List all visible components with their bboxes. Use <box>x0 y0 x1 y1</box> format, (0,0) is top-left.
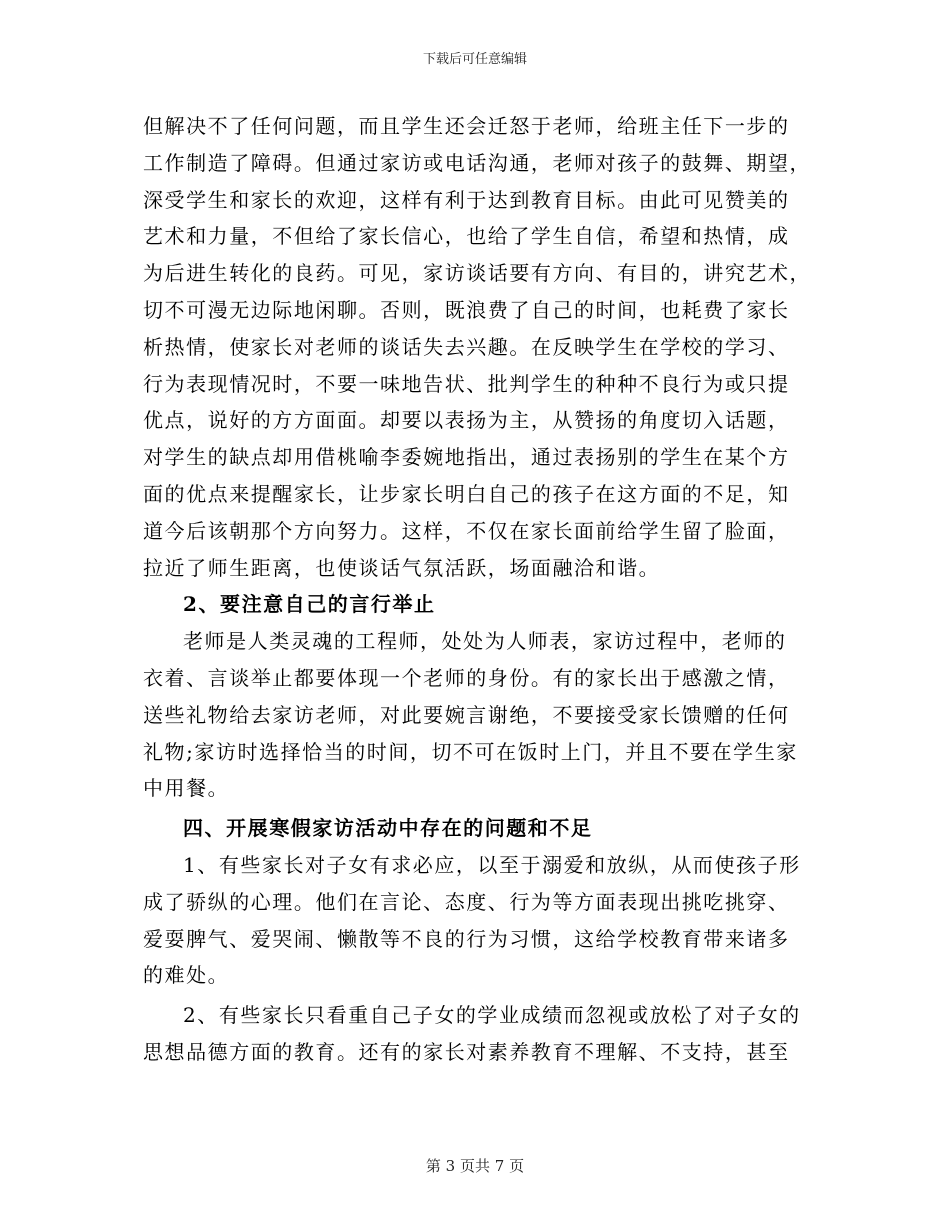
section-heading: 2、要注意自己的言行举止 <box>183 592 436 617</box>
body-line: 拉近了师生距离，也使谈话气氛活跃，场面融洽和谐。 <box>143 555 661 580</box>
body-line: 的难处。 <box>143 963 230 988</box>
page-footer: 第 3 页共 7 页 <box>425 1157 525 1175</box>
body-line: 析热情，使家长对老师的谈话失去兴趣。在反映学生在学校的学习、 <box>143 334 790 359</box>
body-line: 中用餐。 <box>143 776 230 801</box>
body-line: 1、有些家长对子女有求必应，以至于溺爱和放纵，从而使孩子形 <box>183 852 801 877</box>
body-line: 为后进生转化的良药。可见，家访谈话要有方向、有目的，讲究艺术， <box>143 261 812 286</box>
page-header: 下载后可任意编辑 <box>422 52 527 67</box>
section-heading: 四、开展寒假家访活动中存在的问题和不足 <box>183 816 593 841</box>
body-line: 行为表现情况时，不要一味地告状、批判学生的种种不良行为或只提 <box>143 371 790 396</box>
body-line: 工作制造了障碍。但通过家访或电话沟通，老师对孩子的鼓舞、期望， <box>143 150 812 175</box>
body-line: 面的优点来提醒家长，让步家长明白自己的孩子在这方面的不足，知 <box>143 481 790 506</box>
body-line: 深受学生和家长的欢迎，这样有利于达到教育目标。由此可见赞美的 <box>143 187 790 212</box>
body-line: 对学生的缺点却用借桃喻李委婉地指出，通过表扬别的学生在某个方 <box>143 445 790 470</box>
body-line: 爱耍脾气、爱哭闹、懒散等不良的行为习惯，这给学校教育带来诸多 <box>143 926 790 951</box>
body-line: 送些礼物给去家访老师，对此要婉言谢绝，不要接受家长馈赠的任何 <box>143 702 790 727</box>
body-line: 礼物;家访时选择恰当的时间，切不可在饭时上门，并且不要在学生家 <box>143 739 798 764</box>
body-line: 艺术和力量，不但给了家长信心，也给了学生自信，希望和热情，成 <box>143 224 790 249</box>
body-line: 切不可漫无边际地闲聊。否则，既浪费了自己的时间，也耗费了家长 <box>143 297 790 322</box>
document-body <box>143 108 812 1071</box>
body-line: 成了骄纵的心理。他们在言论、态度、行为等方面表现出挑吃挑穿、 <box>143 889 790 914</box>
body-line: 优点，说好的方方面面。却要以表扬为主，从赞扬的角度切入话题， <box>143 408 790 433</box>
body-line: 2、有些家长只看重自己子女的学业成绩而忽视或放松了对子女的 <box>183 1003 801 1028</box>
body-line: 道今后该朝那个方向努力。这样，不仅在家长面前给学生留了脸面， <box>143 518 790 543</box>
body-line: 思想品德方面的教育。还有的家长对素养教育不理解、不支持，甚至 <box>143 1039 790 1064</box>
body-line: 衣着、言谈举止都要体现一个老师的身份。有的家长出于感激之情， <box>143 665 790 690</box>
body-line: 但解决不了任何问题，而且学生还会迁怒于老师，给班主任下一步的 <box>143 114 790 138</box>
body-line: 老师是人类灵魂的工程师，处处为人师表，家访过程中，老师的 <box>183 629 787 654</box>
